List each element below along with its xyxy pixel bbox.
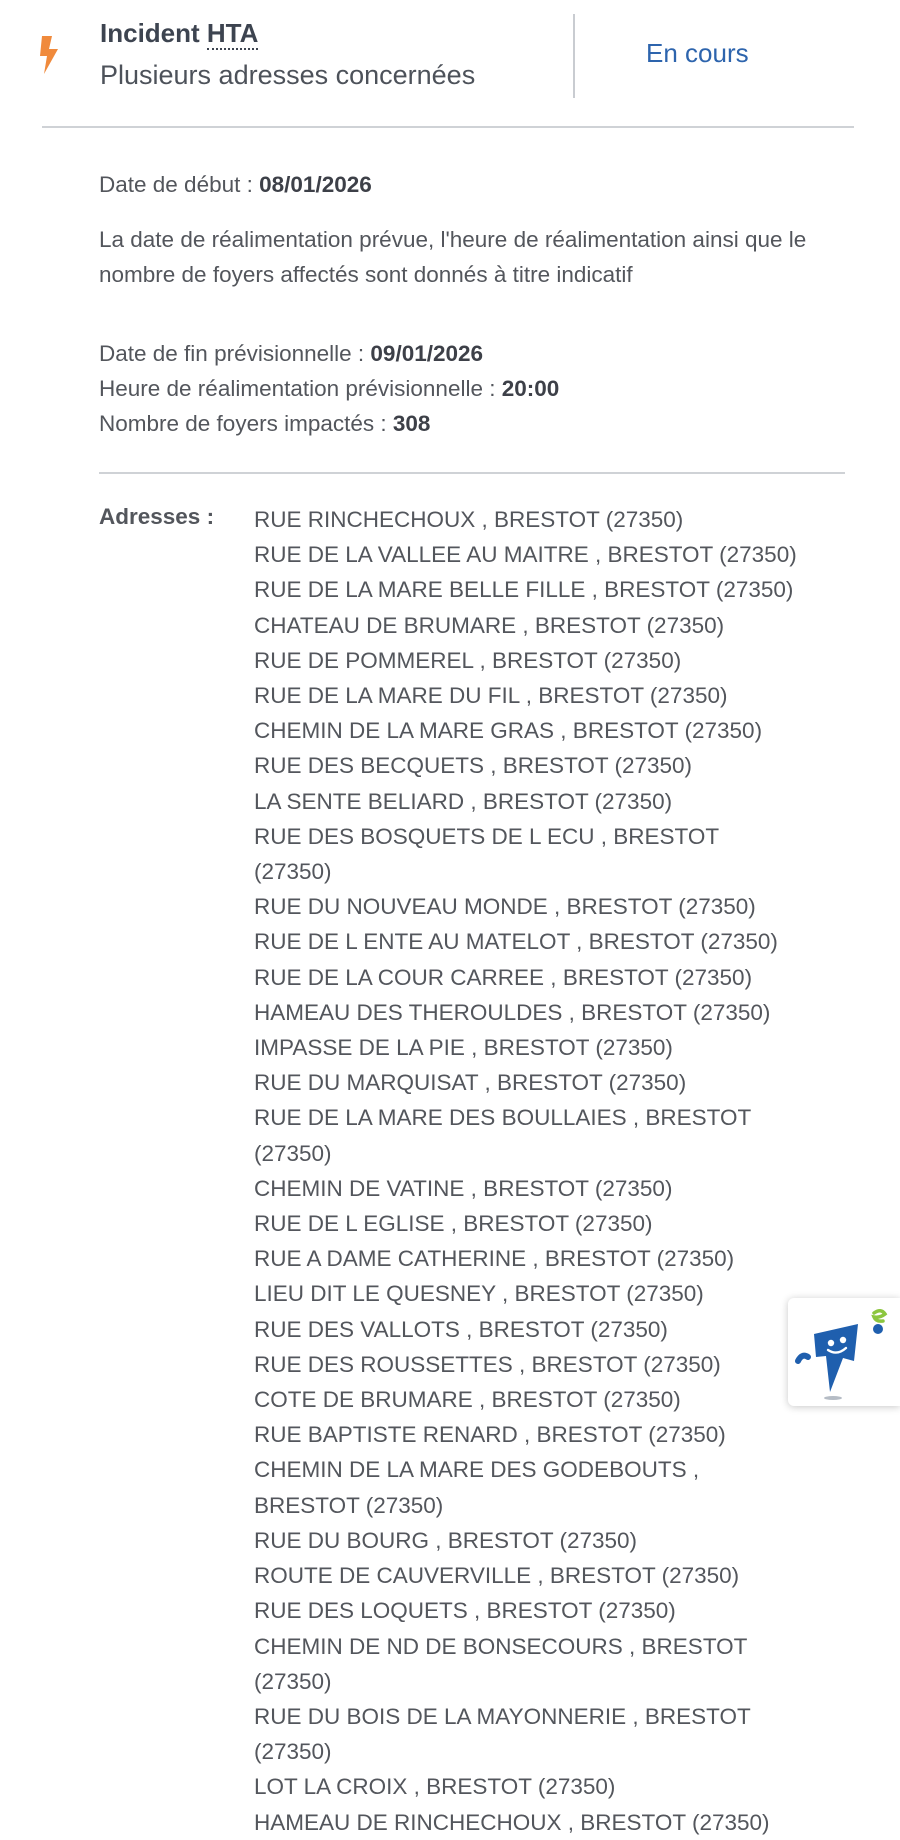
address-item: RUE DE LA VALLEE AU MAITRE , BRESTOT (27350): [254, 542, 797, 568]
address-item: HAMEAU DES THEROULDES , BRESTOT (27350): [254, 999, 771, 1025]
section-divider: [99, 472, 845, 474]
address-item: IMPASSE DE LA PIE , BRESTOT (27350): [254, 1035, 673, 1061]
assistant-mascot-icon: [788, 1298, 900, 1406]
address-item: RUE DE POMMEREL , BRESTOT (27350): [254, 647, 682, 673]
incident-title-prefix: Incident: [100, 18, 200, 48]
incident-type-abbr[interactable]: HTA: [206, 18, 259, 48]
address-item: COTE DE BRUMARE , BRESTOT (27350): [254, 1387, 681, 1413]
address-item: RUE DE L ENTE AU MATELOT , BRESTOT (27350): [254, 929, 778, 955]
address-item: ROUTE DE CAUVERVILLE , BRESTOT (27350): [254, 1563, 740, 1589]
header-divider: [573, 14, 575, 98]
start-date-value: 08/01/2026: [259, 172, 372, 197]
address-item: RUE DU BOURG , BRESTOT (27350): [254, 1527, 638, 1553]
end-date-line: [99, 341, 483, 367]
address-item: LA SENTE BELIARD , BRESTOT (27350): [254, 788, 673, 814]
start-date-label: Date de début :: [99, 172, 253, 197]
indicative-notice: La date de réalimentation prévue, l'heure de réalimentation ainsi que le nombre de foyers affectés sont donnés à titre indicatif: [99, 227, 807, 287]
address-item: RUE DU NOUVEAU MONDE , BRESTOT (27350): [254, 894, 756, 920]
homes-impacted-line: [99, 411, 430, 437]
address-item: RUE DE LA MARE DES BOULLAIES , BRESTOT (27350): [254, 1105, 751, 1166]
address-list: [254, 502, 798, 1840]
address-item: HAMEAU DE RINCHECHOUX , BRESTOT (27350): [254, 1809, 770, 1835]
restore-time-label: Heure de réalimentation prévisionnelle :: [99, 376, 496, 401]
address-item: CHEMIN DE LA MARE GRAS , BRESTOT (27350): [254, 718, 763, 744]
address-item: RUE DE LA MARE DU FIL , BRESTOT (27350): [254, 683, 728, 709]
header-separator: [42, 126, 854, 128]
address-item: RUE DES BECQUETS , BRESTOT (27350): [254, 753, 693, 779]
end-date-value: 09/01/2026: [370, 341, 484, 366]
address-item: CHEMIN DE LA MARE DES GODEBOUTS , BRESTOT (27350): [254, 1457, 700, 1518]
address-item: LOT LA CROIX , BRESTOT (27350): [254, 1774, 616, 1800]
address-item: RUE DU BOIS DE LA MAYONNERIE , BRESTOT (27350): [254, 1703, 751, 1765]
address-item: CHEMIN DE ND DE BONSECOURS , BRESTOT (27350): [254, 1633, 747, 1694]
address-item: RUE BAPTISTE RENARD , BRESTOT (27350): [254, 1422, 726, 1448]
address-item: RUE DU MARQUISAT , BRESTOT (27350): [254, 1070, 687, 1096]
address-item: RUE A DAME CATHERINE , BRESTOT (27350): [254, 1246, 735, 1272]
lightning-bolt-icon: [38, 36, 60, 74]
incident-header: [0, 0, 900, 126]
incident-title: [100, 18, 258, 49]
addresses-label: Adresses :: [99, 504, 215, 529]
assistant-widget[interactable]: [788, 1298, 900, 1406]
incident-status[interactable]: En cours: [646, 38, 749, 68]
address-item: RUE DE LA MARE BELLE FILLE , BRESTOT (27350): [254, 577, 794, 603]
address-item: RUE DES ROUSSETTES , BRESTOT (27350): [254, 1351, 721, 1377]
address-item: RUE RINCHECHOUX , BRESTOT (27350): [254, 507, 684, 532]
end-date-label: Date de fin prévisionnelle :: [99, 341, 365, 366]
restore-time-line: [99, 376, 559, 402]
address-item: CHEMIN DE VATINE , BRESTOT (27350): [254, 1175, 673, 1201]
start-date-line: [99, 172, 372, 198]
address-item: RUE DE L EGLISE , BRESTOT (27350): [254, 1211, 653, 1237]
address-item: LIEU DIT LE QUESNEY , BRESTOT (27350): [254, 1281, 704, 1307]
restore-time-value: 20:00: [501, 376, 560, 401]
incident-subtitle: Plusieurs adresses concernées: [100, 60, 476, 90]
homes-impacted-value: 308: [392, 411, 431, 436]
address-item: RUE DE LA COUR CARREE , BRESTOT (27350): [254, 964, 753, 990]
homes-impacted-label: Nombre de foyers impactés :: [99, 411, 387, 436]
address-item: CHATEAU DE BRUMARE , BRESTOT (27350): [254, 612, 725, 638]
address-item: RUE DES LOQUETS , BRESTOT (27350): [254, 1598, 676, 1624]
address-item: RUE DES VALLOTS , BRESTOT (27350): [254, 1316, 668, 1342]
address-item: RUE DES BOSQUETS DE L ECU , BRESTOT (27350): [254, 823, 719, 885]
